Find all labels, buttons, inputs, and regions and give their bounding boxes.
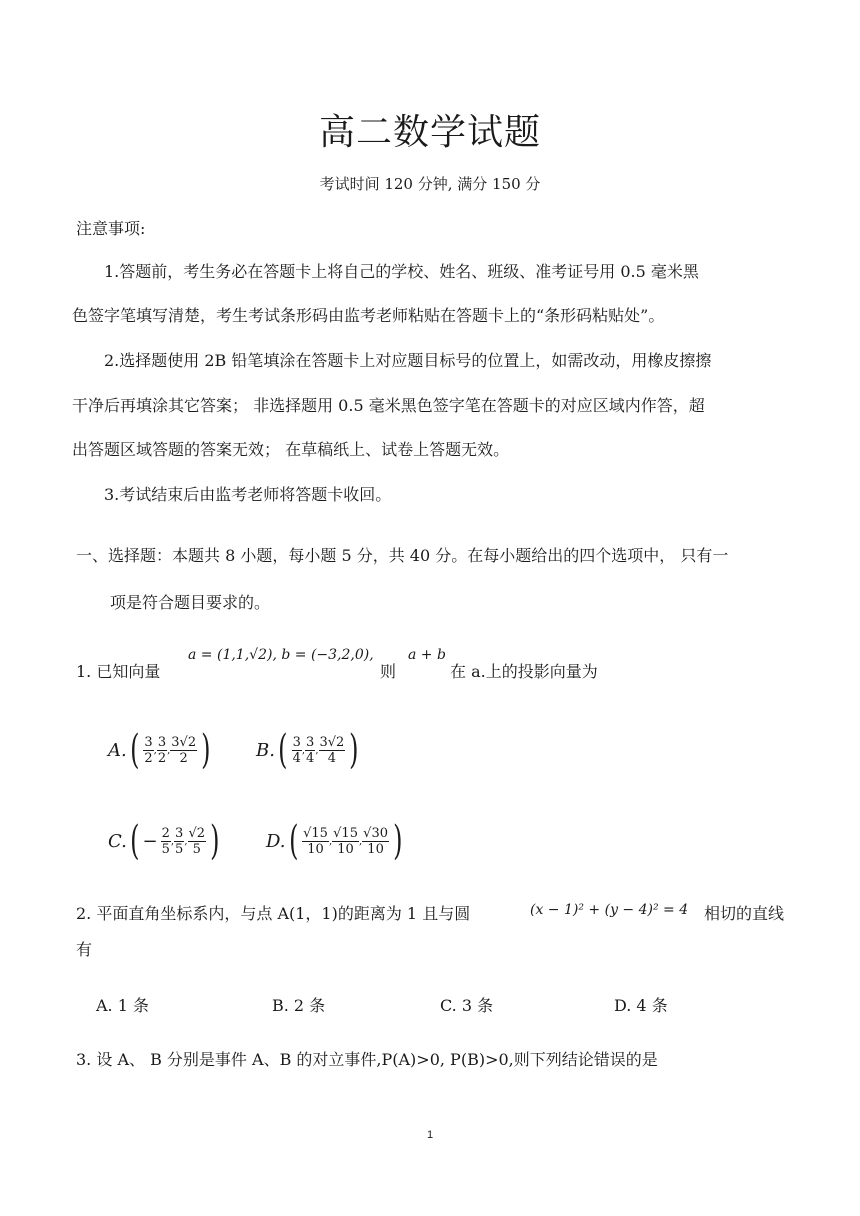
option-label: A. xyxy=(108,739,127,761)
fraction: $\frac{3}{4}$ xyxy=(292,734,301,766)
option-label: C. xyxy=(108,830,127,852)
q2-line-1-suffix: 相切的直线 xyxy=(704,904,785,923)
q1-prefix: 1. 已知向量 xyxy=(76,662,161,681)
left-paren: ( xyxy=(129,727,140,773)
notice-line-5: 出答题区域答题的答案无效； 在草稿纸上、试卷上答题无效。 xyxy=(72,440,510,459)
fraction: $\frac{√15}{10}$ xyxy=(303,825,328,857)
q2-option-c[interactable]: C. 3 条 xyxy=(440,996,494,1015)
right-paren: ) xyxy=(210,818,220,864)
section-heading-line-2: 项是符合题目要求的。 xyxy=(110,593,271,612)
notice-line-2: 色签字笔填写清楚，考生考试条形码由监考老师粘贴在答题卡上的“条形码粘贴处”。 xyxy=(72,306,665,325)
exam-duration-score: 考试时间 120 分钟, 满分 150 分 xyxy=(319,175,541,193)
q2-option-d[interactable]: D. 4 条 xyxy=(614,996,668,1015)
right-paren: ) xyxy=(201,727,211,773)
q1-suffix: 在 a.上的投影向量为 xyxy=(450,662,598,681)
notice-line-6: 3.考试结束后由监考老师将答题卡收回。 xyxy=(104,485,392,504)
right-paren: ) xyxy=(349,727,359,773)
q1-option-c[interactable]: C. ( − $\frac{2}{5}$ , $\frac{3}{5}$ , $\frac{√2}{5}$ ) xyxy=(108,818,220,864)
q2-option-a[interactable]: A. 1 条 xyxy=(96,996,149,1015)
notice-heading: 注意事项: xyxy=(76,219,146,238)
fraction: $\frac{2}{5}$ xyxy=(161,825,170,857)
fraction: $\frac{√30}{10}$ xyxy=(363,825,388,857)
q3-text: 3. 设 A、 B 分别是事件 A、B 的对立事件,P(A)>0, P(B)>0,则下列结论错误的是 xyxy=(76,1050,658,1069)
section-heading-line-1: 一、选择题：本题共 8 小题，每小题 5 分，共 40 分。在每小题给出的四个选项中， 只有一 xyxy=(76,546,729,565)
q1-option-b[interactable]: B. ( $\frac{3}{4}$ , $\frac{3}{4}$ , $\frac{3√2}{4}$ ) xyxy=(256,727,359,773)
notice-line-4: 干净后再填涂其它答案； 非选择题用 0.5 毫米黑色签字笔在答题卡的对应区域内作答，超 xyxy=(72,396,705,415)
notice-line-1: 1.答题前，考生务必在答题卡上将自己的学校、姓名、班级、准考证号用 0.5 毫米黑 xyxy=(104,262,699,281)
q2-circle-formula: (x − 1)² + (y − 4)² = 4 xyxy=(530,902,689,918)
left-paren: ( xyxy=(278,727,288,773)
left-paren: ( xyxy=(129,818,140,864)
q1-option-d[interactable]: D. ( $\frac{√15}{10}$ , $\frac{√15}{10}$ , $\frac{√30}{10}$ ) xyxy=(266,818,403,864)
option-label: D. xyxy=(266,830,286,852)
q1-then: 则 xyxy=(380,662,397,681)
fraction: $\frac{3}{4}$ xyxy=(306,734,315,766)
fraction: $\frac{3}{2}$ xyxy=(144,734,153,766)
page-number: 1 xyxy=(426,1129,434,1141)
fraction: $\frac{3√2}{4}$ xyxy=(319,734,345,766)
fraction: $\frac{3√2}{2}$ xyxy=(171,734,197,766)
left-paren: ( xyxy=(288,818,299,864)
notice-line-3: 2.选择题使用 2B 铅笔填涂在答题卡上对应题目标号的位置上，如需改动，用橡皮擦擦 xyxy=(104,351,712,370)
q2-option-b[interactable]: B. 2 条 xyxy=(272,996,326,1015)
q2-line-2: 有 xyxy=(76,940,93,959)
fraction: $\frac{√2}{5}$ xyxy=(188,825,206,857)
fraction: $\frac{√15}{10}$ xyxy=(333,825,358,857)
fraction: $\frac{3}{2}$ xyxy=(157,734,167,766)
q1-vector-formula: a = (1,1,√2), b = (−3,2,0), xyxy=(188,647,374,663)
q2-line-1-prefix: 2. 平面直角坐标系内，与点 A(1，1)的距离为 1 且与圆 xyxy=(76,904,471,923)
minus-sign: − xyxy=(142,830,158,852)
page-title: 高二数学试题 xyxy=(318,112,541,153)
right-paren: ) xyxy=(393,818,403,864)
fraction: $\frac{3}{5}$ xyxy=(175,825,184,857)
q1-option-a[interactable]: A. ( $\frac{3}{2}$ , $\frac{3}{2}$ , $\frac{3√2}{2}$ ) xyxy=(108,727,211,773)
q1-vector-sum: a + b xyxy=(408,647,446,663)
option-label: B. xyxy=(256,739,275,761)
